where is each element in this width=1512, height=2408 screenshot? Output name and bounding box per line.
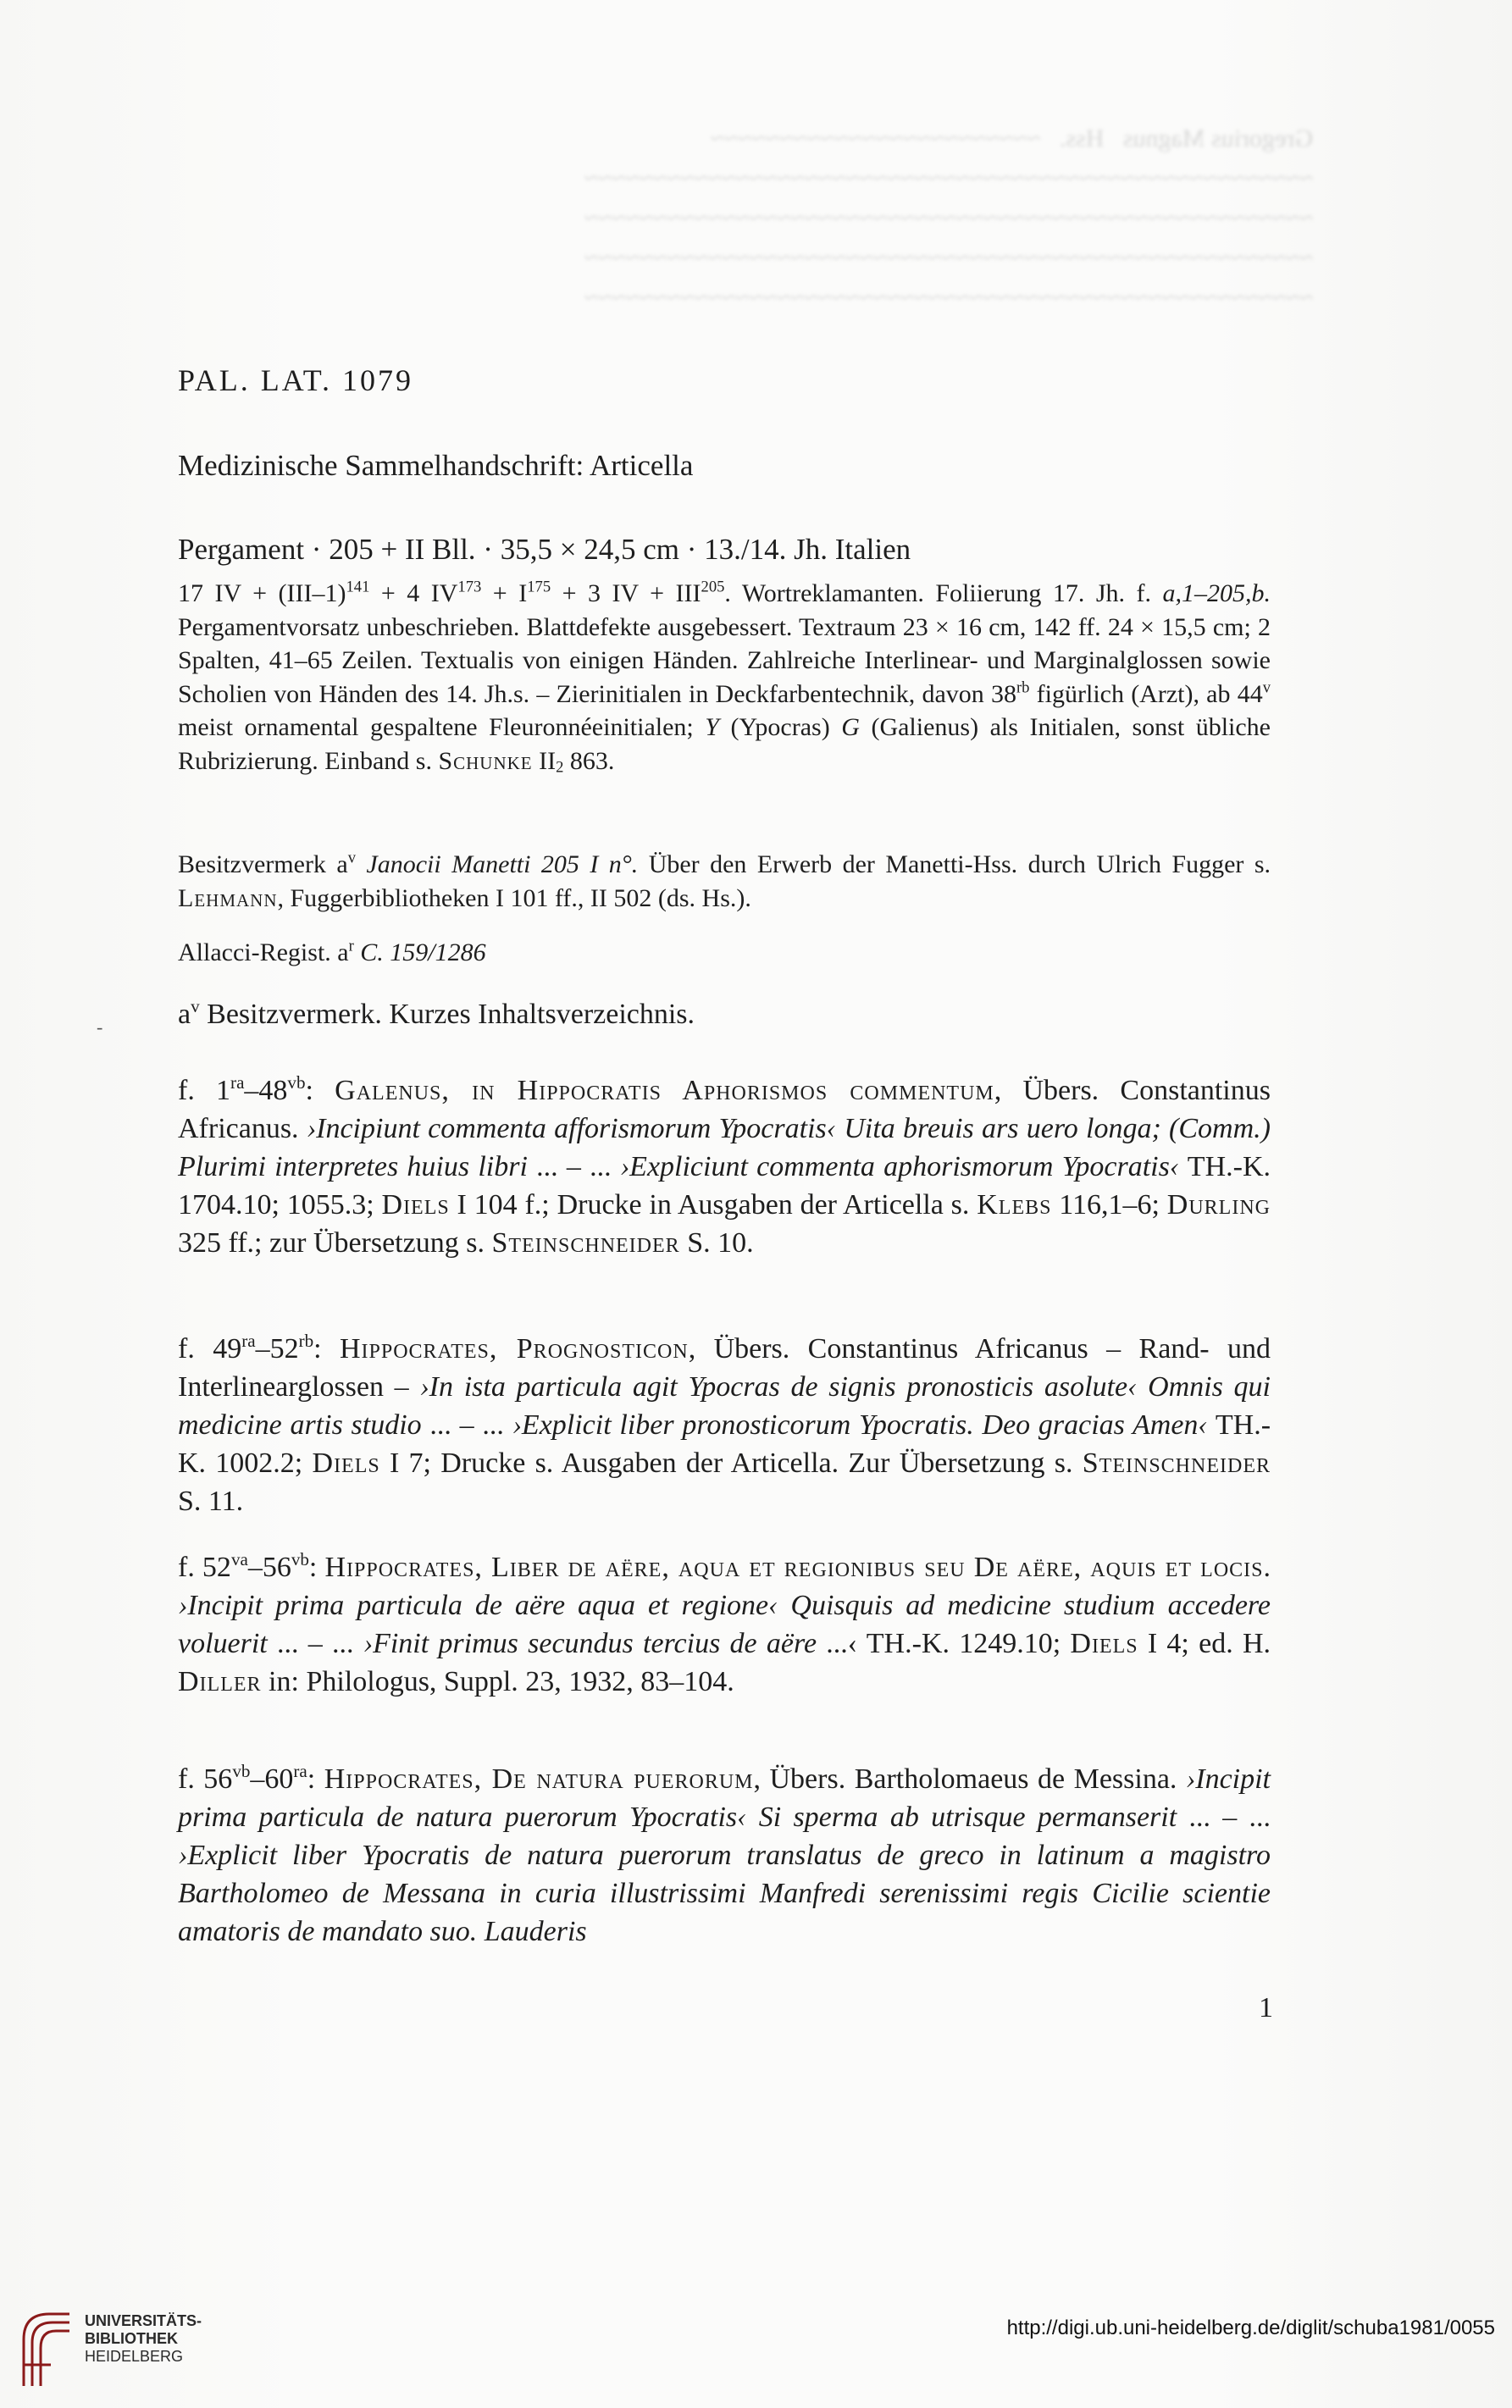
margin-mark: - [97,1016,103,1038]
permalink-url[interactable]: http://digi.ub.uni-heidelberg.de/diglit/schuba1981/0055 [1006,2317,1495,2339]
content-flyleaf: $a^v$ Besitzvermerk. Kurzes Inhaltsverzeichnis. [178,995,695,1030]
content-item-2: f. $49^{ra}-52^{rb}$: Hippocrates, Prognosticon, Übers. Constantinus Africanus – Rand- und Interlinearglossen – ›In ista particula agit Ypocras de signis pronosticis asolute‹ Omnis qui medicine artis studio ... – ... ›Explicit liber pronosticorum Ypocratis. Deo gracias Amen‹ TH.-K. 1002.2; Diels I 7; Drucke s. Ausgaben der Articella. Zur Übersetzung s. Steinschneider S. 11. [178,1330,1271,1517]
shelfmark: PAL. LAT. 1079 [178,363,414,397]
physical-summary: Pergament · 205 + II Bll. · 35,5 × 24,5 cm · 13./14. Jh. Italien [178,533,911,566]
bleed-through-text: Gregorius Magnus Hss. ~~~~~~~~~~~~~~~~~~~~~~~~ ~~~~~~~~~~~~~~~~~~~~~~~~~~~~~~~~~~~~~~~~~~~~~~~~~~~~~ ~~~~~~~~~~~~~~~~~~~~~~~~~~~~~~~~~~~~~~~~~~~~~~~~~~~~~ ~~~~~~~~~~~~~~~~~~~~~~~~~~~~~~~~~~~~~~~~~~~~~~~~~~~~~ ~~~~~~~~~~~~~~~~~~~~~~~~~~~~~~~~~~~~~~~~~~~~~~~~~~~~~ [584,125,1313,312]
content-item-3: f. $52^{va}-56^{vb}$: Hippocrates, Liber de aëre, aqua et regionibus seu De aëre, aquis et locis. ›Incipit prima particula de aëre aqua et regione‹ Quisquis ad medicine studium accedere voluerit ... – ... ›Finit primus secundus tercius de aëre ...‹ TH.-K. 1249.10; Diels I 4; ed. H. Diller in: Philologus, Suppl. 23, 1932, 83–104. [178,1548,1271,1697]
allacci-register: Allacci-Regist. $a^r$ C. 159/1286 [178,937,486,966]
digitization-footer [0,2287,1512,2408]
content-item-1: f. $1^{ra}-48^{vb}$: Galenus, in Hippocratis Aphorismos commentum, Übers. Constantinus Africanus. ›Incipiunt commenta afforismorum Ypocratis‹ Uita breuis ars uero longa; (Comm.) Plurimi interpretes huius libri ... – ... ›Expliciunt commenta aphorismorum Ypocratis‹ TH.-K. 1704.10; 1055.3; Diels I 104 f.; Drucke in Ausgaben der Articella s. Klebs 116,1–6; Durling 325 ff.; zur Übersetzung s. Steinschneider S. 10. [178,1071,1271,1259]
manuscript-title: Medizinische Sammelhandschrift: Articella [178,449,694,482]
university-library-logo-icon [17,2306,76,2390]
page-number: 1 [1259,1992,1273,2023]
content-item-4: f. $56^{vb}-60^{ra}$: Hippocrates, De natura puerorum, Übers. Bartholomaeus de Messina. ›Incipit prima particula de natura puerorum Ypocratis‹ Si sperma ab utrisque permanserit ... – ... ›Explicit liber Ypocratis de natura puerorum translatus de greco in latinum a magistro Bartholomeo de Messana in curia illustrissimi Manfredi serenissimi regis Cicilie scientie amatoris de mandato suo. Lauderis [178,1760,1271,1947]
codicology-paragraph: 17 IV + $(III-1)^{141} + 4$ $IV^{173} + I^{175} + 3$ IV + $III^{205}$. Wortreklamanten. Foliierung 17. Jh. f. a,1–205,b. Pergamentvorsatz unbeschrieben. Blattdefekte ausgebessert. Textraum 23 × 16 cm, 142 ff. 24 × 15,5 cm; 2 Spalten, 41–65 Zeilen. Textualis von einigen Händen. Zahlreiche Interlinear- und Marginalglossen sowie Scholien von Händen des 14. Jh.s. – Zierinitialen in Deckfarbentechnik, davon $38^{rb}$ figürlich (Arzt), ab 44$^v$ meist ornamental gespaltene Fleuronnéeinitialen; Y (Ypocras) G (Galienus) als Initialen, sonst übliche Rubrizierung. Einband s. Schunke $II_2$ 863. [178,578,1271,777]
provenance-paragraph: Besitzvermerk $a^v$ Janocii Manetti 205 I n°. Über den Erwerb der Manetti-Hss. durch Ulrich Fugger s. Lehmann, Fuggerbibliotheken I 101 ff., II 502 (ds. Hs.). [178,849,1271,912]
library-name: UNIVERSITÄTS- BIBLIOTHEK HEIDELBERG [85,2312,202,2365]
